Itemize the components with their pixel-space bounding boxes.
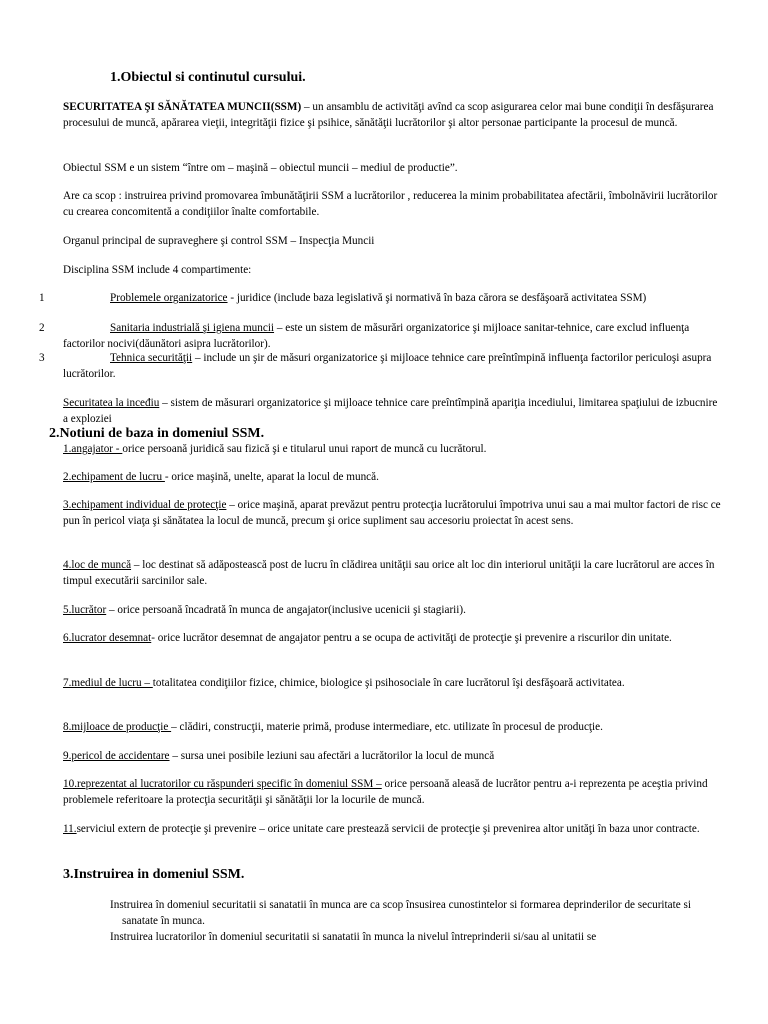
- training-text: Instruirea lucratorilor în domeniul securitatii si sanatatii în munca la nivelul întreprinderii si/sau al unitatii se: [110, 931, 597, 943]
- compartment-number: 3: [39, 352, 45, 364]
- notion-term: 6.lucrator desemnat: [63, 632, 152, 644]
- compartment-term: Tehnica securităţii: [110, 352, 193, 364]
- fire-safety-paragraph: [63, 395, 723, 427]
- training-text: Instruirea în domeniul securitatii si sanatatii în munca are ca scop însusirea cunostintelor si formarea deprinderilor de securitate si sanatate în munca.: [110, 899, 691, 927]
- purpose-paragraph: Are ca scop : instruirea privind promovarea îmbunătăţirii SSM a lucrătorilor , reducerea la minim probabilitatea afectării, îmbolnăvirii lucrătorilor cu crearea concomitentă a condiţiilor înalte comfortabile.: [63, 190, 718, 218]
- notion-item: [63, 719, 723, 735]
- notion-item: [63, 776, 723, 808]
- compartment-text: - juridice (include baza legislativă şi normativă în baza cărora se desfăşoară activitatea SSM): [227, 292, 647, 304]
- notion-text: – orice persoană încadrată în munca de angajator(inclusive ucenicii şi stagiarii).: [106, 604, 466, 616]
- notion-term: 8.mijloace de producţie: [63, 721, 172, 733]
- notion-text: totalitatea condiţiilor fizice, chimice, biologice şi psihosociale în care lucrătorul îşi desfăşoară activitatea.: [152, 677, 625, 689]
- organ-paragraph: Organul principal de supraveghere şi control SSM – Inspecţia Muncii: [63, 235, 375, 247]
- notion-term: 7.mediul de lucru –: [63, 677, 153, 689]
- notion-text: – loc destinat să adăpostească post de lucru în clădirea unităţii sau orice alt loc din interiorul unităţii la care lucrătorul are acces în timpul executării sarcinilor sale.: [63, 559, 715, 587]
- notion-text: - orice lucrător desemnat de angajator pentru a se ocupa de activităţi de protecţie şi prevenire a riscurilor din unitate.: [151, 632, 672, 644]
- notion-term: 10.reprezentat al lucratorilor cu răspunderi specific în domeniul SSM –: [63, 778, 382, 790]
- compartment-item: [63, 350, 723, 382]
- fire-safety-text: – sistem de măsurari organizatorice şi mijloace tehnice care preîntîmpină apariţia incediului, limitarea spaţiului de izbucnire a exploziei: [63, 397, 718, 425]
- notion-item: [63, 441, 723, 457]
- notion-term: 4.loc de muncă: [63, 559, 132, 571]
- definition-text: – un ansamblu de activităţi avînd ca scop asigurarea celor mai bune condiţii în desfăşurarea procesului de muncă, apărarea vieţii, integrităţii fizice şi psihice, sănătăţii lucrătorilor şi altor personae participante la procesul de muncă.: [63, 101, 714, 129]
- compartment-item: [63, 290, 723, 306]
- notion-text: – clădiri, construcţii, materie primă, produse intermediare, etc. utilizate în procesul de producţie.: [171, 721, 603, 733]
- compartment-item: [63, 320, 723, 352]
- training-paragraph: [110, 897, 700, 945]
- compartment-text: – include un şir de măsuri organizatorice şi mijloace tehnice care preîntîmpină influenţa factorilor periculoşi asupra lucrătorilor.: [63, 352, 712, 380]
- notion-text: orice persoană juridică sau fizică şi e titularul unui raport de muncă cu lucrătorul.: [122, 443, 487, 455]
- notion-item: [63, 557, 723, 589]
- notion-term: 1.angajator -: [63, 443, 123, 455]
- notion-text: – orice maşină, aparat prevăzut pentru protecţia lucrătorului împotriva unui sau a mai multor factori de risc ce pun în pericol viaţa şi sănătatea la locul de muncă, precum şi orice supliment sau accesoriu proiectat în acest sens.: [63, 499, 721, 527]
- notion-item: [63, 748, 723, 764]
- notion-term: 11.: [63, 823, 77, 835]
- section-3-heading: 3.Instruirea in domeniul SSM.: [63, 867, 245, 882]
- definition-term: SECURITATEA ŞI SĂNĂTATEA MUNCII(SSM): [63, 101, 302, 113]
- notion-item: [63, 469, 723, 485]
- compartments-intro: Disciplina SSM include 4 compartimente:: [63, 264, 252, 276]
- section-1-heading: 1.Obiectul si continutul cursului.: [110, 70, 306, 85]
- notion-text: - orice maşină, unelte, aparat la locul de muncă.: [164, 471, 379, 483]
- notion-item: [63, 821, 723, 837]
- notion-item: [63, 630, 723, 646]
- notion-term: 5.lucrător: [63, 604, 107, 616]
- fire-safety-term: Securitatea la inceđiu: [63, 397, 160, 409]
- object-paragraph: Obiectul SSM e un sistem “între om – maşină – obiectul muncii – mediul de productie”.: [63, 162, 458, 174]
- notion-item: [63, 602, 723, 618]
- compartment-number: 2: [39, 322, 45, 334]
- notion-text: orice persoană aleasă de lucrător pentru a-i reprezenta pe aceştia privind problemele referitoare la protecţia securităţii şi sănătăţii lor la locurile de muncă.: [63, 778, 708, 806]
- notion-text: serviciul extern de protecţie şi prevenire – orice unitate care prestează servicii de protecţie şi prevenirea altor unităţi în baza unor contracte.: [76, 823, 700, 835]
- compartment-number: 1: [39, 292, 45, 304]
- notion-term: 2.echipament de lucru: [63, 471, 165, 483]
- notion-term: 9.pericol de accidentare: [63, 750, 170, 762]
- compartment-term: Sanitaria industrială şi igiena muncii: [110, 322, 275, 334]
- notion-item: [63, 675, 723, 691]
- section-2-heading: 2.Notiuni de baza in domeniul SSM.: [49, 426, 265, 441]
- notion-term: 3.echipament individual de protecţie: [63, 499, 227, 511]
- notion-text: – sursa unei posibile leziuni sau afectări a lucrătorilor la locul de muncă: [169, 750, 495, 762]
- definition-paragraph: [63, 99, 718, 131]
- compartment-text: – este un sistem de măsurări organizatorice şi mijloace sanitar-tehnice, care exclud influenţa factorilor nocivi(dăunători asipra lucrătorilor).: [63, 322, 690, 350]
- compartment-term: Problemele organizatorice: [110, 292, 228, 304]
- notion-item: [63, 497, 723, 529]
